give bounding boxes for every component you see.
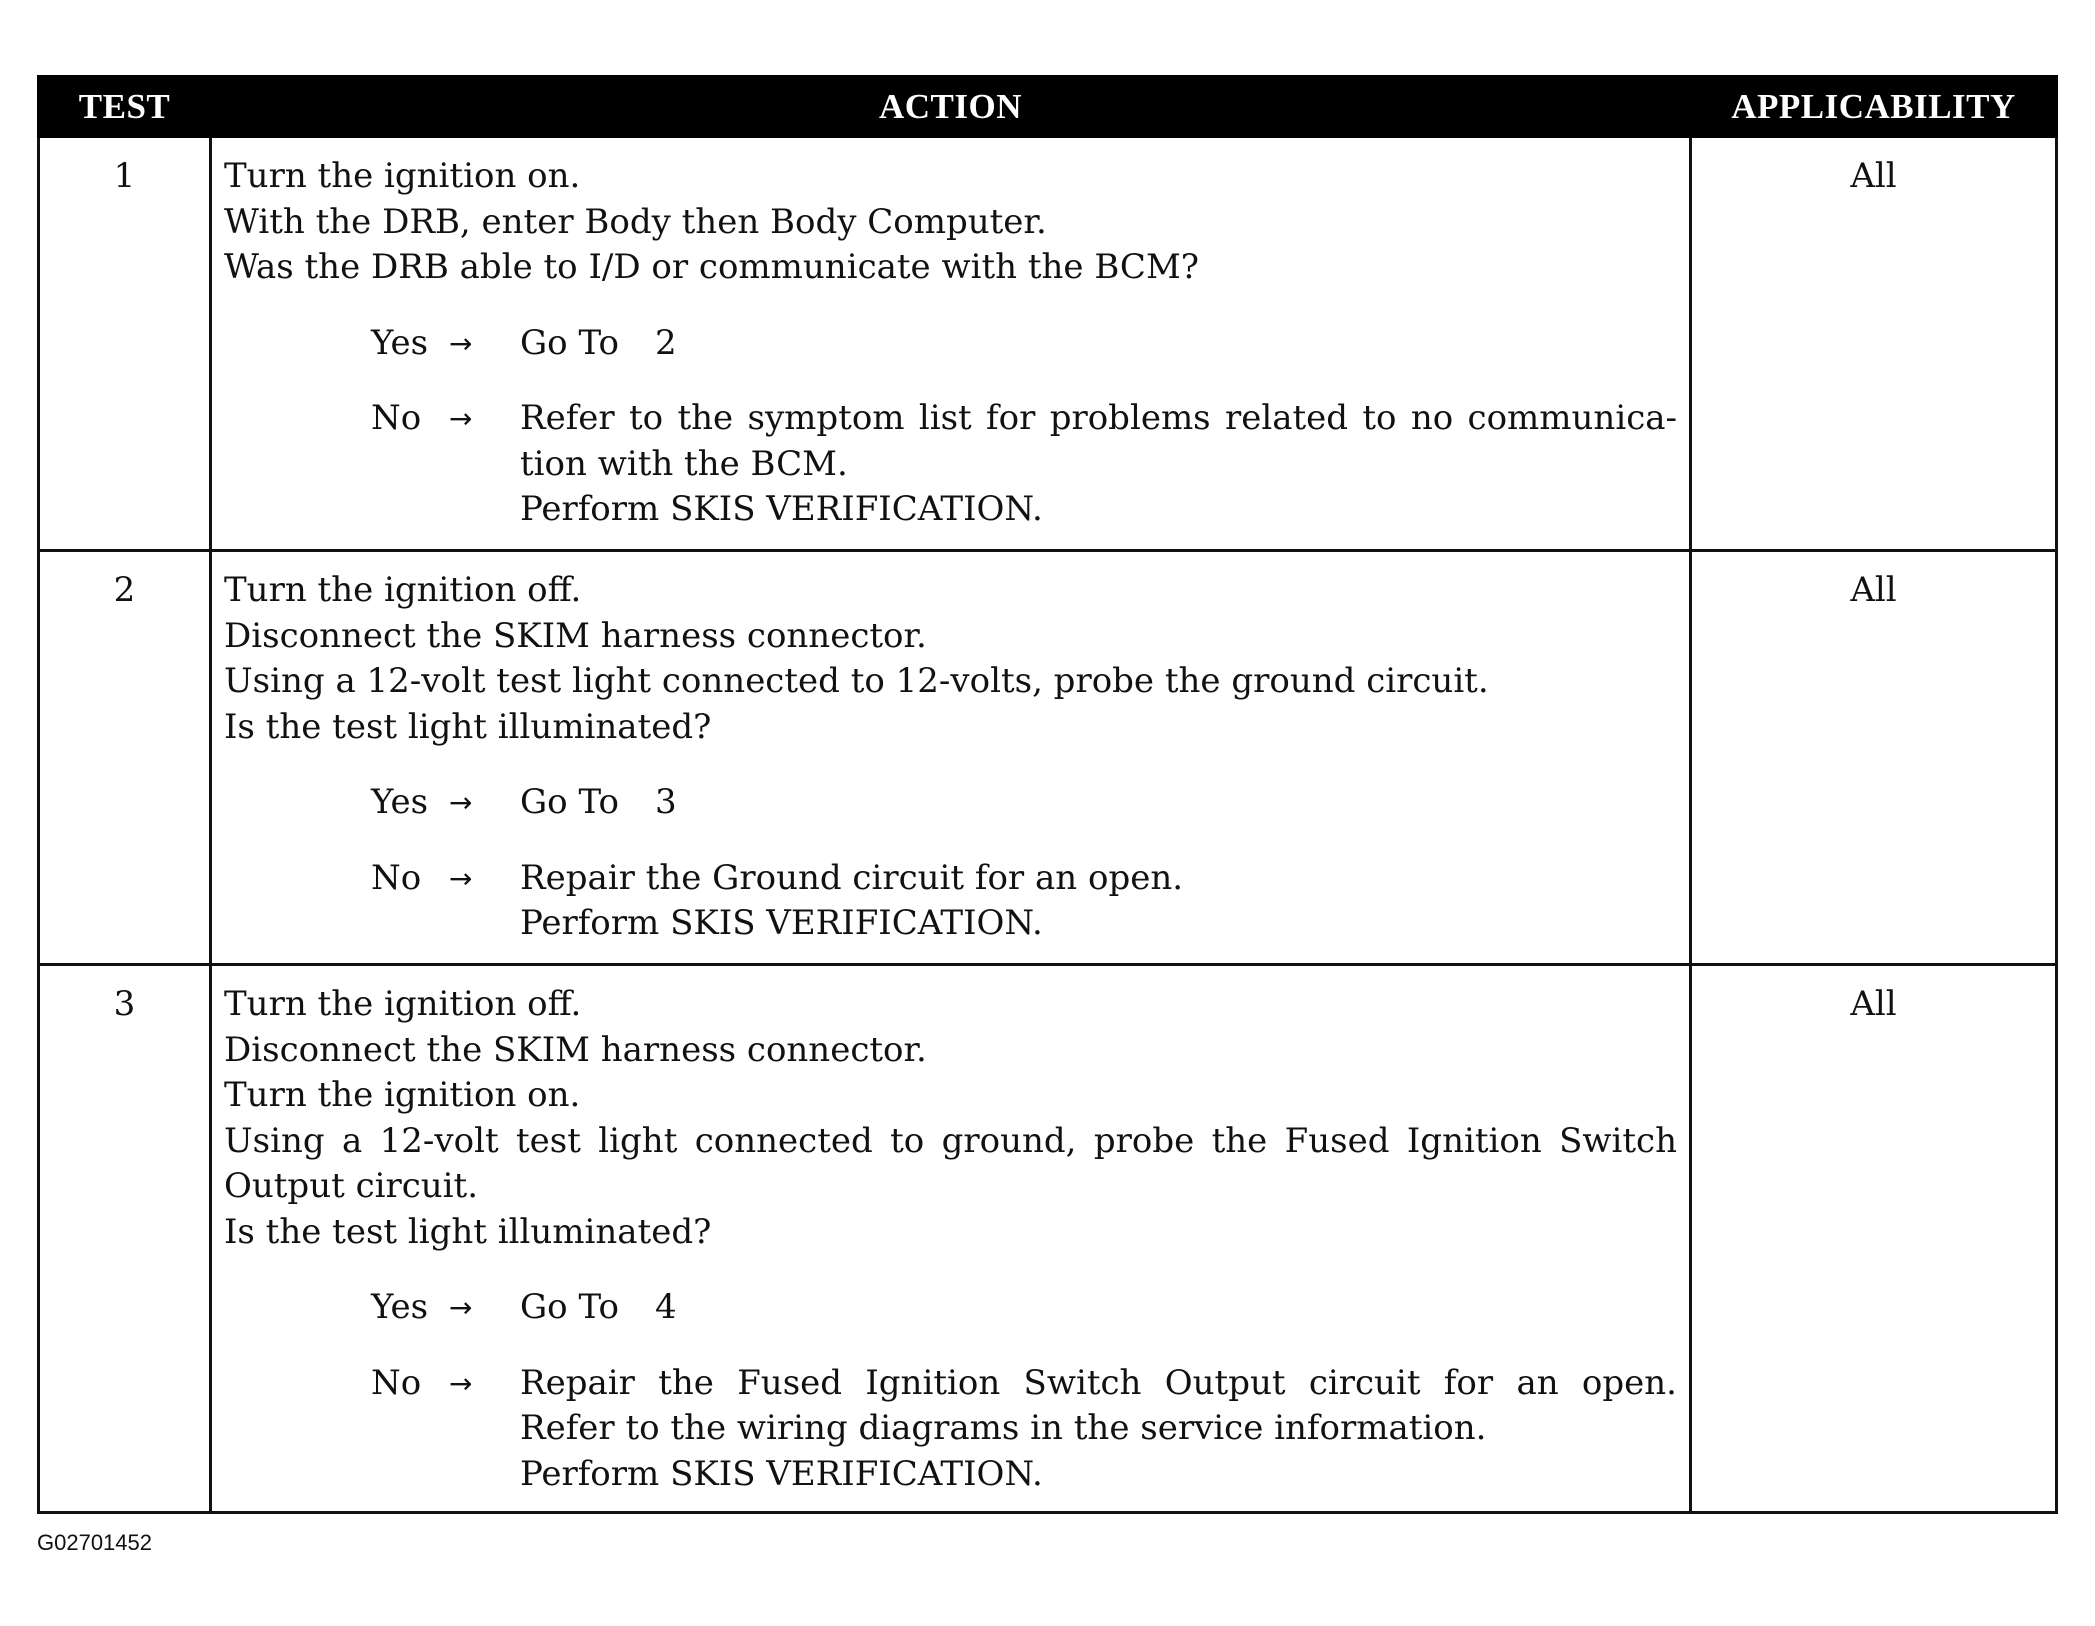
right-arrow-icon: →: [449, 1291, 473, 1324]
no-instruction: [520, 396, 1677, 533]
yes-label: Yes: [371, 1287, 429, 1327]
yes-outcome: [224, 780, 1677, 826]
table-row: [39, 551, 2057, 965]
action-line: Was the DRB able to I/D or communicate with the BCM?: [224, 247, 1199, 287]
action-cell: [211, 965, 1691, 1513]
applicability-value: All: [1691, 137, 2057, 551]
goto-instruction: [520, 1285, 1677, 1331]
no-outcome: [224, 856, 1677, 947]
goto-target: 2: [654, 322, 677, 363]
action-line: With the DRB, enter Body then Body Computer.: [224, 201, 1047, 242]
action-line: Using a 12-volt test light connected to 12-volts, probe the ground circuit.: [224, 661, 1489, 701]
test-number: 2: [39, 551, 211, 965]
no-instruction-line: Repair the Ground circuit for an open.: [520, 857, 1184, 898]
no-instruction-line: Perform SKIS VERIFICATION.: [520, 903, 1043, 943]
yes-outcome: [224, 321, 1677, 367]
no-instruction-line: Perform SKIS VERIFICATION.: [520, 489, 1043, 529]
table-row: [39, 965, 2057, 1513]
right-arrow-icon: →: [449, 326, 473, 360]
no-instruction-line: Repair the Fused Ignition Switch Output circuit for an open.: [520, 1362, 1677, 1403]
header-applicability: APPLICABILITY: [1691, 77, 2057, 137]
test-number: 3: [39, 965, 211, 1513]
action-line: Turn the ignition off.: [224, 570, 582, 610]
goto-text: Go To: [520, 322, 619, 363]
test-number: 1: [39, 137, 211, 551]
no-label: No: [371, 1362, 422, 1403]
goto-text: Go To: [520, 782, 619, 822]
goto-target: 4: [654, 1287, 677, 1327]
no-instruction-line: tion with the BCM.: [520, 443, 848, 484]
diagnostic-test-table: [37, 75, 2058, 1514]
action-line: Using a 12-volt test light connected to ground, probe the Fused Ignition Switch: [224, 1120, 1677, 1161]
no-instruction: [520, 856, 1677, 947]
yes-label: Yes: [371, 782, 429, 822]
goto-instruction: [520, 780, 1677, 826]
header-action: ACTION: [211, 77, 1691, 137]
action-line: Turn the ignition on.: [224, 1075, 581, 1115]
table-row: [39, 137, 2057, 551]
action-line: Is the test light illuminated?: [224, 706, 712, 747]
action-line: Disconnect the SKIM harness connector.: [224, 615, 927, 656]
action-cell: [211, 551, 1691, 965]
right-arrow-icon: →: [449, 786, 473, 819]
yes-outcome: [224, 1285, 1677, 1331]
action-cell: [211, 137, 1691, 551]
no-instruction-line: Refer to the symptom list for problems related to no communica-: [520, 398, 1677, 438]
table-header-row: [39, 77, 2057, 137]
no-instruction-line: Perform SKIS VERIFICATION.: [520, 1453, 1043, 1494]
action-line: Disconnect the SKIM harness connector.: [224, 1029, 927, 1070]
goto-instruction: [520, 321, 1677, 367]
action-line: Turn the ignition on.: [224, 156, 581, 196]
no-label: No: [371, 857, 422, 898]
right-arrow-icon: →: [449, 861, 473, 895]
applicability-value: All: [1691, 551, 2057, 965]
action-line: Is the test light illuminated?: [224, 1211, 712, 1252]
action-line: Turn the ignition off.: [224, 984, 582, 1024]
goto-target: 3: [654, 782, 677, 822]
right-arrow-icon: →: [449, 1366, 473, 1400]
figure-id: G02701452: [37, 1530, 152, 1555]
action-line: Output circuit.: [224, 1166, 479, 1206]
no-instruction: [520, 1361, 1677, 1498]
goto-text: Go To: [520, 1287, 619, 1327]
no-outcome: [224, 1361, 1677, 1498]
no-label: No: [371, 398, 422, 438]
header-test: TEST: [39, 77, 211, 137]
no-instruction-line: Refer to the wiring diagrams in the service information.: [520, 1408, 1487, 1448]
applicability-value: All: [1691, 965, 2057, 1513]
right-arrow-icon: →: [449, 402, 473, 435]
yes-label: Yes: [371, 322, 429, 363]
no-outcome: [224, 396, 1677, 533]
